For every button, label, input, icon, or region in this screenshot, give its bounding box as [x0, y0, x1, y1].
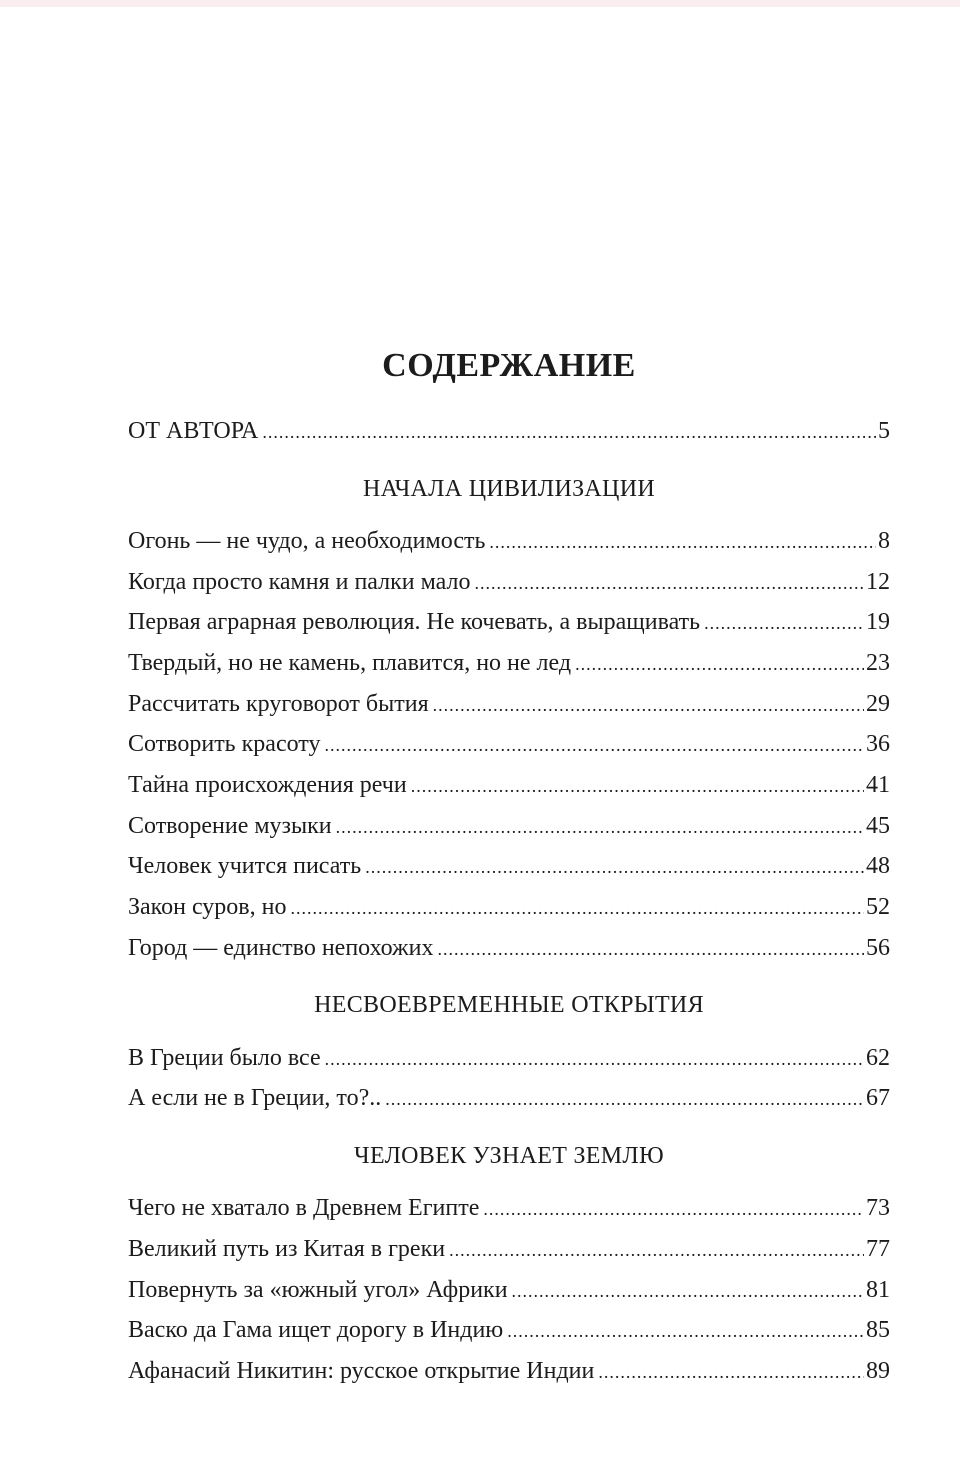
toc-entry-label: Чего не хватало в Древнем Египте — [128, 1195, 480, 1221]
toc-entry-preface — [128, 414, 890, 448]
toc-entry-page: 36 — [866, 731, 890, 757]
dot-leader — [437, 932, 864, 966]
toc-entry-page: 29 — [866, 691, 890, 717]
dot-leader — [433, 688, 864, 722]
toc-entry-label: А если не в Греции, то?.. — [128, 1085, 382, 1111]
toc-entry-label: Твердый, но не камень, плавится, но не лед — [128, 650, 572, 676]
toc-entry-page: 52 — [866, 894, 890, 920]
toc-entry — [128, 1313, 890, 1347]
dot-leader — [489, 525, 876, 559]
toc-entry-label: ОТ АВТОРА — [128, 418, 259, 444]
dot-leader — [262, 415, 876, 449]
toc-entry-label: Огонь — не чудо, а необходимость — [128, 528, 486, 554]
dot-leader — [512, 1274, 864, 1308]
toc-entry-label: Васко да Гама ищет дорогу в Индию — [128, 1317, 504, 1343]
toc-entry — [128, 646, 890, 680]
toc-entry-label: Рассчитать круговорот бытия — [128, 691, 429, 717]
toc-entry-label: Первая аграрная революция. Не кочевать, а выращивать — [128, 609, 701, 635]
toc-entry — [128, 524, 890, 558]
toc-entry — [128, 687, 890, 721]
toc-entry — [128, 890, 890, 924]
dot-leader — [385, 1082, 864, 1116]
dot-leader — [324, 728, 864, 762]
toc-entry — [128, 849, 890, 883]
toc-entry-page: 81 — [866, 1277, 890, 1303]
page-top-edge — [0, 0, 960, 7]
toc-entry-page: 62 — [866, 1045, 890, 1071]
toc-entry-page: 89 — [866, 1358, 890, 1384]
section-heading: НЕСВОЕВРЕМЕННЫЕ ОТКРЫТИЯ — [314, 992, 704, 1018]
toc-entry — [128, 1354, 890, 1388]
toc-entry-label: Когда просто камня и палки мало — [128, 569, 471, 595]
toc-entry-page: 23 — [866, 650, 890, 676]
toc-entry — [128, 1273, 890, 1307]
toc-entry — [128, 768, 890, 802]
toc-entry-page: 45 — [866, 813, 890, 839]
dot-leader — [483, 1192, 864, 1226]
toc-entry — [128, 809, 890, 843]
toc-entry-label: Сотворить красоту — [128, 731, 321, 757]
section-heading: ЧЕЛОВЕК УЗНАЕТ ЗЕМЛЮ — [354, 1143, 664, 1169]
toc-entry-page: 5 — [878, 418, 890, 444]
toc-entry-label: Человек учится писать — [128, 853, 362, 879]
toc-entry-label: Закон суров, но — [128, 894, 287, 920]
toc-entry — [128, 1232, 890, 1266]
toc-entry-page: 85 — [866, 1317, 890, 1343]
toc-entry-label: Тайна происхождения речи — [128, 772, 407, 798]
dot-leader — [507, 1314, 864, 1348]
dot-leader — [336, 810, 864, 844]
dot-leader — [475, 566, 864, 600]
toc-entry-page: 12 — [866, 569, 890, 595]
toc-entry-label: Повернуть за «южный угол» Африки — [128, 1277, 508, 1303]
dot-leader — [411, 769, 864, 803]
toc-entry — [128, 1041, 890, 1075]
page-title: СОДЕРЖАНИЕ — [382, 347, 636, 384]
dot-leader — [575, 647, 864, 681]
toc-entry — [128, 1081, 890, 1115]
dot-leader — [598, 1355, 864, 1389]
toc-entry-label: Афанасий Никитин: русское открытие Индии — [128, 1358, 595, 1384]
dot-leader — [449, 1233, 864, 1267]
toc-entry-page: 41 — [866, 772, 890, 798]
toc-entry — [128, 1191, 890, 1225]
toc-entry-label: Великий путь из Китая в греки — [128, 1236, 446, 1262]
toc-entry-label: Город — единство непохожих — [128, 935, 434, 961]
toc-entry-page: 67 — [866, 1085, 890, 1111]
toc-entry — [128, 727, 890, 761]
toc-entry — [128, 565, 890, 599]
dot-leader — [290, 891, 864, 925]
toc-entry-page: 77 — [866, 1236, 890, 1262]
dot-leader — [325, 1042, 864, 1076]
toc-entry-label: В Греции было все — [128, 1045, 321, 1071]
toc-entry-page: 8 — [878, 528, 890, 554]
toc-entry — [128, 605, 890, 639]
toc-entry-page: 56 — [866, 935, 890, 961]
dot-leader — [365, 850, 864, 884]
section-heading: НАЧАЛА ЦИВИЛИЗАЦИИ — [363, 476, 655, 502]
toc-entry-page: 48 — [866, 853, 890, 879]
toc-entry-page: 19 — [866, 609, 890, 635]
toc-entry-label: Сотворение музыки — [128, 813, 332, 839]
toc-entry — [128, 931, 890, 965]
toc-entry-page: 73 — [866, 1195, 890, 1221]
dot-leader — [704, 606, 864, 640]
